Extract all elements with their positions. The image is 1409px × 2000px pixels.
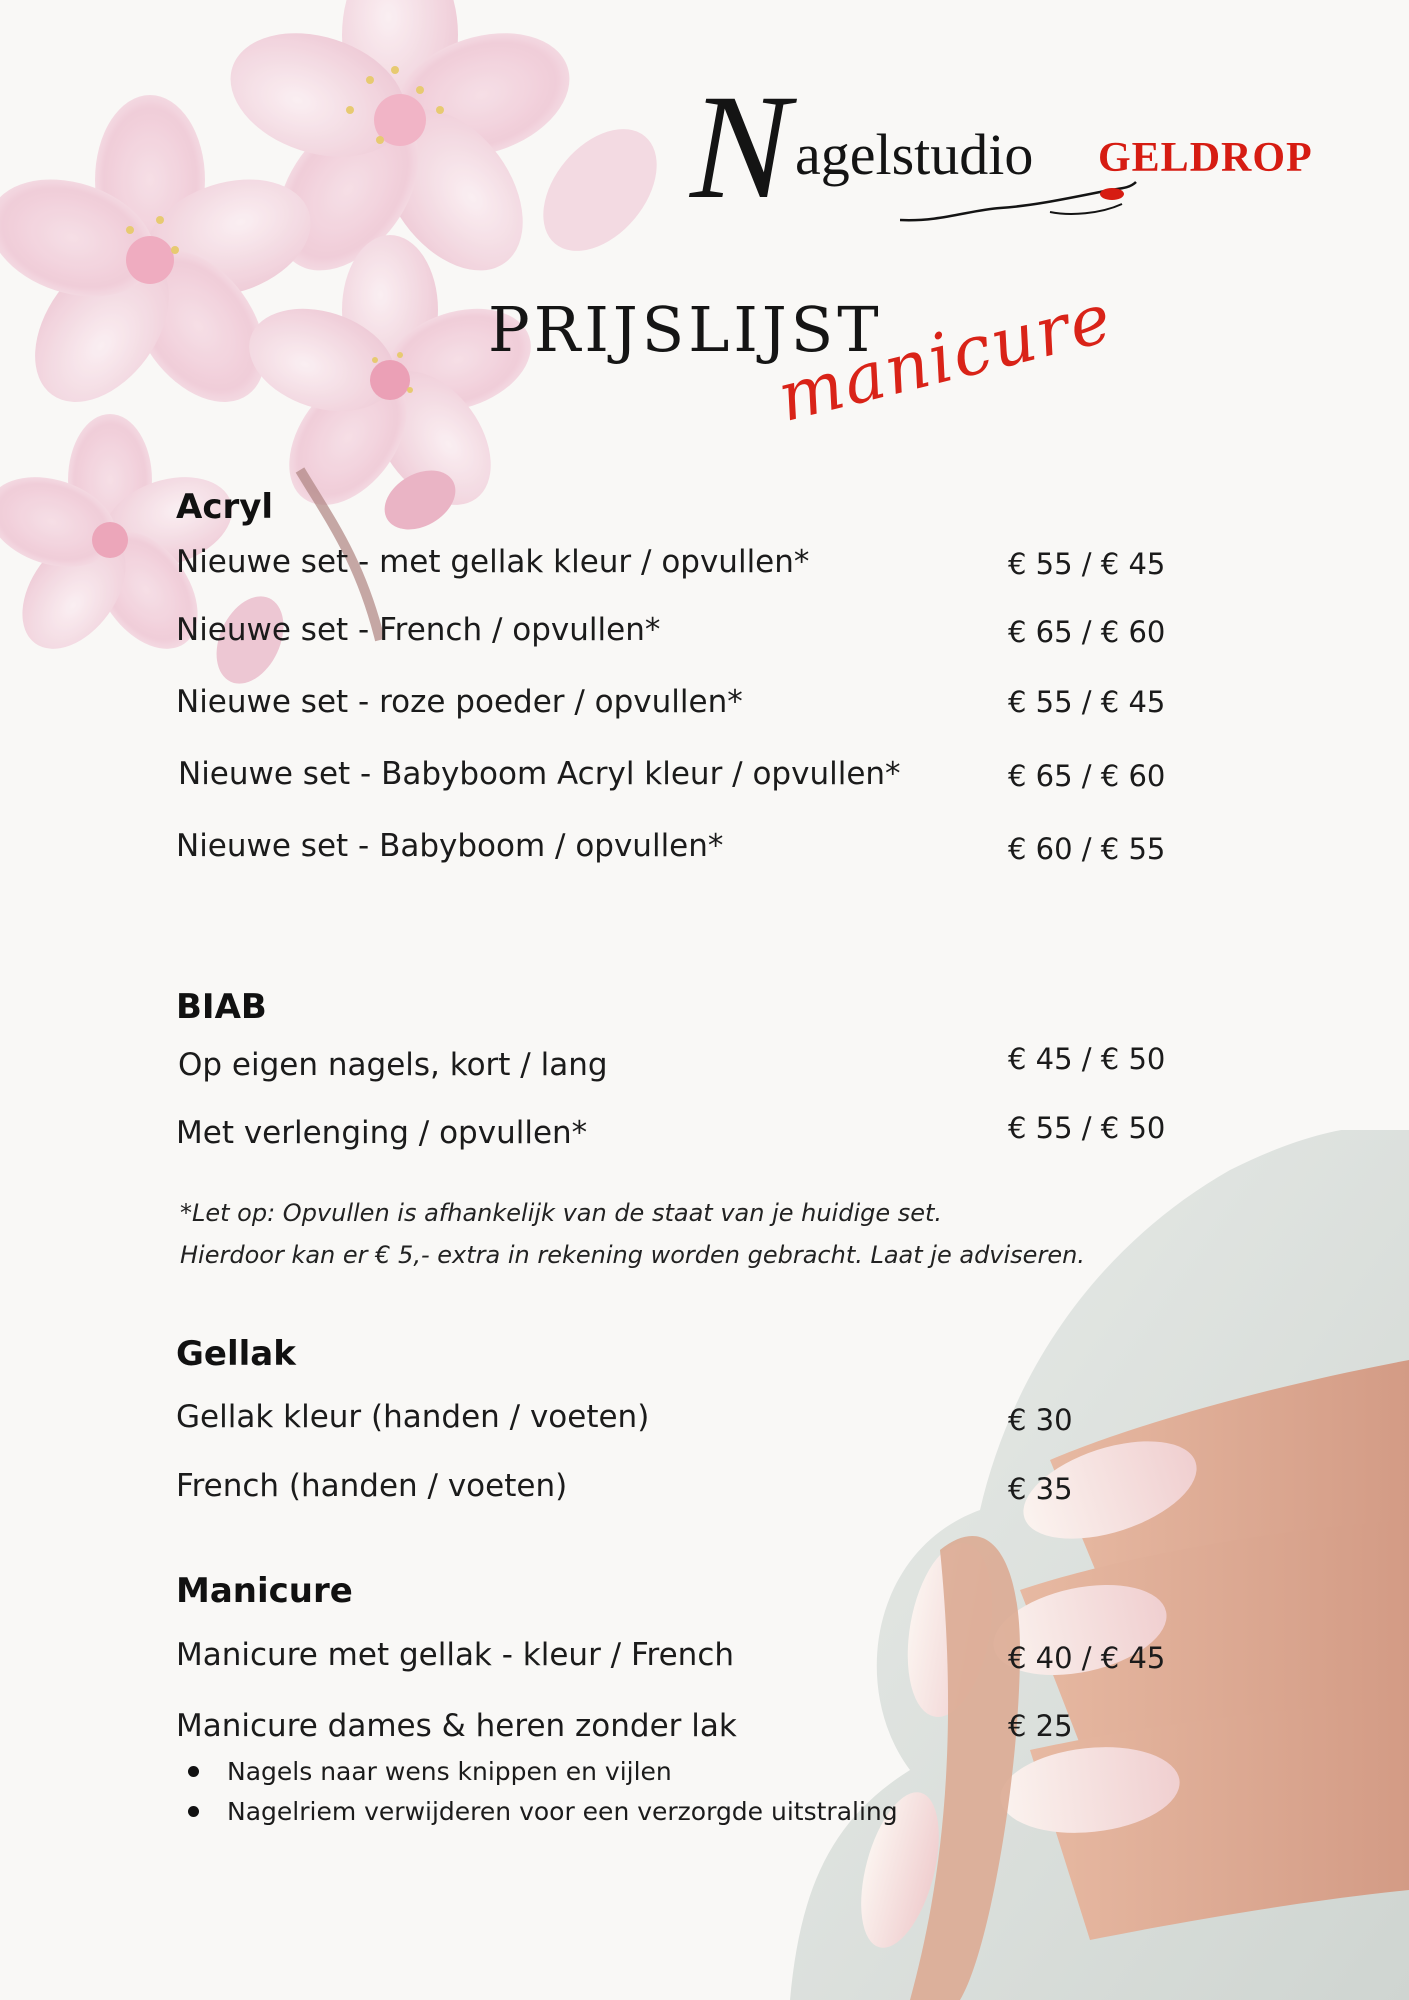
list-item: Met verlenging / opvullen* xyxy=(176,1115,588,1151)
section-heading-manicure: Manicure xyxy=(176,1571,353,1611)
price: € 55 / € 45 xyxy=(1008,547,1166,581)
bullet-text: Nagelriem verwijderen voor een verzorgde uitstraling xyxy=(227,1797,898,1826)
price: € 25 xyxy=(1008,1709,1073,1743)
service-details-list xyxy=(186,1752,898,1832)
list-item: Gellak kleur (handen / voeten) xyxy=(176,1399,650,1435)
page-title: PRIJSLIJST xyxy=(488,293,883,366)
bullet-icon xyxy=(188,1806,199,1817)
list-item: Manicure met gellak - kleur / French xyxy=(176,1637,735,1673)
list-item: Nieuwe set - Babyboom / opvullen* xyxy=(176,828,724,864)
bullet-icon xyxy=(188,1766,199,1777)
list-item xyxy=(186,1792,898,1832)
section-heading-biab: BIAB xyxy=(176,987,267,1027)
logo-initial: N xyxy=(690,64,791,230)
list-item: Nieuwe set - met gellak kleur / opvullen* xyxy=(176,544,810,580)
price: € 30 xyxy=(1008,1403,1073,1437)
price: € 55 / € 50 xyxy=(1008,1111,1166,1145)
price: € 65 / € 60 xyxy=(1008,759,1166,793)
brand-logo xyxy=(690,64,1340,240)
price: € 65 / € 60 xyxy=(1008,615,1166,649)
price: € 35 xyxy=(1008,1472,1073,1506)
bullet-text: Nagels naar wens knippen en vijlen xyxy=(227,1757,672,1786)
price: € 55 / € 45 xyxy=(1008,685,1166,719)
category-script-title: manicure xyxy=(770,278,1121,438)
note-line: Hierdoor kan er € 5,- extra in rekening worden gebracht. Laat je adviseren. xyxy=(180,1241,1085,1269)
note-line: *Let op: Opvullen is afhankelijk van de staat van je huidige set. xyxy=(180,1199,943,1227)
list-item xyxy=(186,1752,898,1792)
list-item: Op eigen nagels, kort / lang xyxy=(178,1047,608,1083)
hand-line-icon xyxy=(900,170,1140,230)
price: € 40 / € 45 xyxy=(1008,1641,1166,1675)
price: € 45 / € 50 xyxy=(1008,1042,1166,1076)
logo-city: GELDROP xyxy=(1098,135,1313,181)
section-heading-acryl: Acryl xyxy=(176,487,274,527)
list-item: Nieuwe set - French / opvullen* xyxy=(176,612,661,648)
list-item: French (handen / voeten) xyxy=(176,1468,568,1504)
price: € 60 / € 55 xyxy=(1008,832,1166,866)
list-item: Nieuwe set - Babyboom Acryl kleur / opvullen* xyxy=(178,756,901,792)
section-heading-gellak: Gellak xyxy=(176,1334,296,1374)
list-item: Manicure dames & heren zonder lak xyxy=(176,1708,737,1744)
list-item: Nieuwe set - roze poeder / opvullen* xyxy=(176,684,743,720)
logo-name: agelstudio xyxy=(795,122,1034,187)
